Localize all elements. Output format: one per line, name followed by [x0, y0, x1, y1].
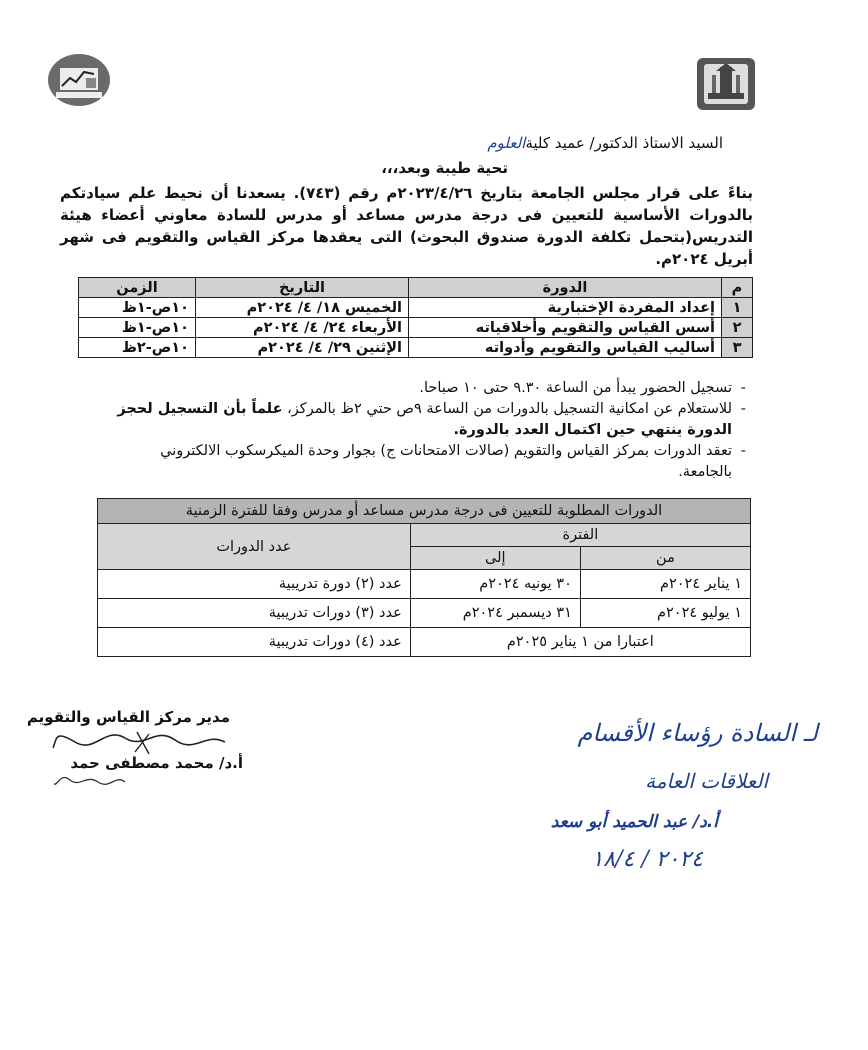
period-merged: اعتبارا من ١ يناير ٢٠٢٥م: [410, 628, 750, 657]
periods-table-title: الدورات المطلوبة للتعيين فى درجة مدرس مساعد أو مدرس وفقا للفترة الزمنية: [98, 499, 751, 524]
courses-table: [78, 277, 753, 358]
courses-table-header: [79, 278, 753, 298]
table-row: [79, 338, 753, 358]
row-course: إعداد المفردة الإختبارية: [409, 298, 722, 318]
university-logo: [694, 55, 758, 113]
table-row: [98, 599, 751, 628]
handwritten-date: ٢٠٢٤ / ١٨/٤: [591, 847, 703, 872]
from-header: من: [580, 547, 750, 570]
table-row: [79, 318, 753, 338]
header-date: التاريخ: [196, 278, 409, 298]
table-row: [98, 570, 751, 599]
period-count: عدد (٢) دورة تدريبية: [98, 570, 411, 599]
table-row: [98, 628, 751, 657]
period-header: الفترة: [410, 524, 750, 547]
period-count: عدد (٣) دورات تدريبية: [98, 599, 411, 628]
row-time: ١٠ص-١ظ: [79, 298, 196, 318]
row-time: ١٠ص-٢ظ: [79, 338, 196, 358]
director-name: أ.د/ محمد مصطفى حمد: [70, 754, 243, 772]
periods-table: [97, 498, 751, 657]
note-item: - تعقد الدورات بمركز القياس والتقويم (صالات الامتحانات ج) بجوار وحدة الميكرسكوب الالكتروني بالجامعة.: [110, 441, 746, 483]
row-num: ١: [722, 298, 753, 318]
period-to: ٣٠ يونيه ٢٠٢٤م: [410, 570, 580, 599]
row-course: أساليب القياس والتقويم وأدواته: [409, 338, 722, 358]
header-course: الدورة: [409, 278, 722, 298]
director-title: مدير مركز القياس والتقويم: [26, 708, 230, 726]
period-from: ١ يناير ٢٠٢٤م: [580, 570, 750, 599]
row-time: ١٠ص-١ظ: [79, 318, 196, 338]
note-item: - تسجيل الحضور يبدأ من الساعة ٩.٣٠ حتى ١٠ صباحا.: [110, 378, 746, 399]
notes-list: [110, 378, 746, 483]
handwritten-note-line2: العلاقات العامة: [645, 769, 768, 793]
director-date-scribble: [50, 772, 130, 792]
table-row: [79, 298, 753, 318]
period-from: ١ يوليو ٢٠٢٤م: [580, 599, 750, 628]
row-course: أسس القياس والتقويم وأخلاقياته: [409, 318, 722, 338]
addressee-faculty-handwritten: العلوم: [487, 134, 526, 152]
period-to: ٣١ ديسمبر ٢٠٢٤م: [410, 599, 580, 628]
row-date: الخميس ١٨/ ٤/ ٢٠٢٤م: [196, 298, 409, 318]
handwritten-note-line1: لـ السادة رؤساء الأقسام: [577, 719, 818, 747]
period-count: عدد (٤) دورات تدريبية: [98, 628, 411, 657]
note-item: - للاستعلام عن امكانية التسجيل بالدورات من الساعة ٩ص حتي ٢ظ بالمركز، علماً بأن التسجيل لحجز الدورة ينتهي حين اكتمال العدد بالدورة.: [110, 399, 746, 441]
addressee-line: [487, 133, 723, 153]
dean-name-stamp: أ.د/ عبد الحميد أبو سعد: [550, 812, 718, 832]
header-num: م: [722, 278, 753, 298]
row-num: ٢: [722, 318, 753, 338]
addressee-salutation: السيد الاستاذ الدكتور/ عميد كلية: [525, 134, 723, 152]
row-date: الإثنين ٢٩/ ٤/ ٢٠٢٤م: [196, 338, 409, 358]
header-time: الزمن: [79, 278, 196, 298]
to-header: إلى: [410, 547, 580, 570]
count-header: عدد الدورات: [98, 524, 411, 570]
body-paragraph: بناءً على قرار مجلس الجامعة بتاريخ ٢٠٢٣/٤/٢٦م رقم (٧٤٣). يسعدنا أن نحيط علم سيادتكم بالدورات الأساسية للتعيين فى درجة مدرس مساعد أو مدرس للسادة معاوني أعضاء هيئة التدريس(بتحمل تكلفة الدورة صندوق البحوث) التى يعقدها مركز القياس والتقويم فى شهر أبريل ٢٠٢٤م.: [60, 184, 754, 268]
center-logo: [46, 52, 112, 108]
greeting: تحية طيبة وبعد،،،: [381, 159, 508, 177]
row-num: ٣: [722, 338, 753, 358]
row-date: الأربعاء ٢٤/ ٤/ ٢٠٢٤م: [196, 318, 409, 338]
